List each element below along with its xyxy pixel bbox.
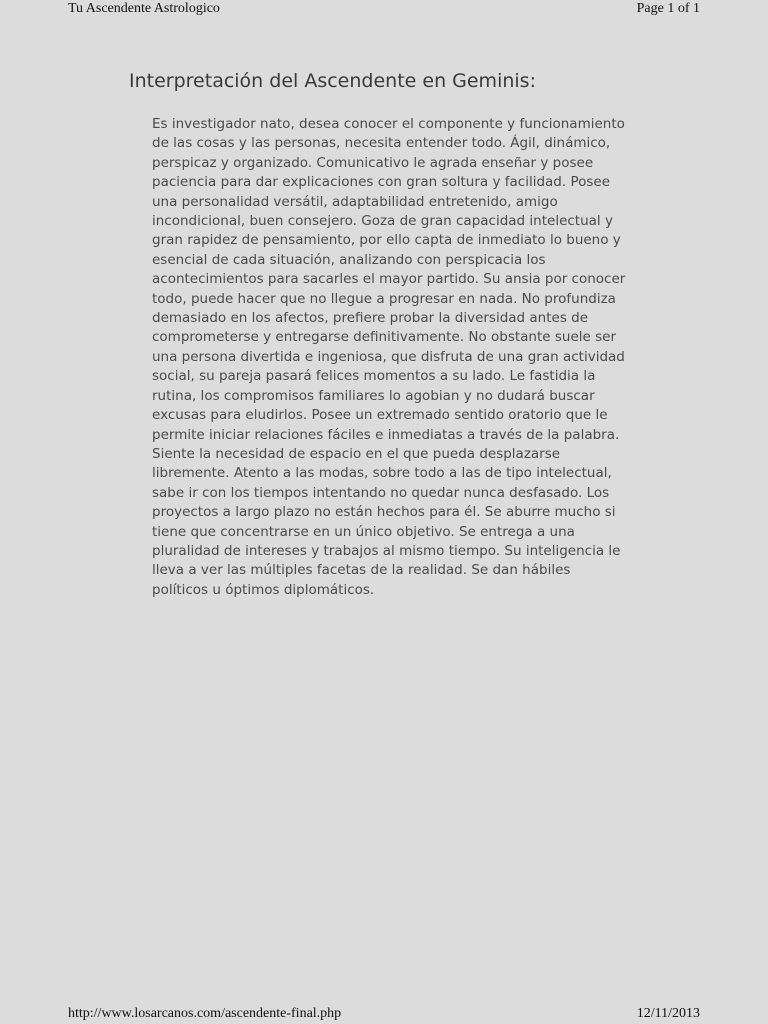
paragraph-line: libremente. Atento a las modas, sobre todo a las de tipo intelectual,: [152, 465, 612, 482]
paragraph-line: esencial de cada situación, analizando con perspicacia los: [152, 251, 546, 268]
article-title: Interpretación del Ascendente en Geminis:: [129, 70, 536, 92]
source-url: http://www.losarcanos.com/ascendente-final.php: [68, 1006, 342, 1021]
print-date: 12/11/2013: [636, 1006, 700, 1021]
page-number: Page 1 of 1: [636, 1, 700, 16]
paragraph-line: excusas para eludirlos. Posee un extremado sentido oratorio que le: [152, 407, 608, 424]
paragraph-line: Siente la necesidad de espacio en el que pueda desplazarse: [152, 445, 561, 462]
paragraph-line: todo, puede hacer que no llegue a progresar en nada. No profundiza: [152, 290, 616, 307]
paragraph-line: social, su pareja pasará felices momentos a su lado. Le fastidia la: [152, 368, 596, 385]
paragraph-line: Es investigador nato, desea conocer el componente y funcionamiento: [152, 116, 625, 132]
paragraph-line: perspicaz y organizado. Comunicativo le agrada enseñar y posee: [152, 154, 594, 171]
site-title: Tu Ascendente Astrologico: [68, 1, 220, 16]
paragraph-line: pluralidad de intereses y trabajos al mismo tiempo. Su inteligencia le: [152, 542, 621, 559]
paragraph-line: rutina, los compromisos familiares lo agobian y no dudará buscar: [152, 387, 595, 404]
paragraph-line: permite iniciar relaciones fáciles e inmediatas a través de la palabra.: [152, 426, 620, 443]
paragraph-line: tiene que concentrarse en un único objetivo. Se entrega a una: [152, 523, 575, 540]
paragraph-line: incondicional, buen consejero. Goza de gran capacidad intelectual y: [152, 213, 613, 230]
paragraph-line: acontecimientos para sacarles el mayor partido. Su ansia por conocer: [152, 271, 626, 288]
print-header: [68, 1, 700, 17]
print-footer: [68, 1006, 700, 1022]
paragraph-line: gran rapidez de pensamiento, por ello capta de inmediato lo bueno y: [152, 232, 621, 249]
paragraph-line: paciencia para dar explicaciones con gran soltura y facilidad. Posee: [152, 174, 611, 191]
paragraph-line: comprometerse y entregarse definitivamente. No obstante suele ser: [152, 329, 617, 346]
paragraph-line: de las cosas y las personas, necesita entender todo. Ágil, dinámico,: [152, 135, 611, 152]
paragraph-line: una personalidad versátil, adaptabilidad entretenido, amigo: [152, 193, 558, 210]
paragraph-line: lleva a ver las múltiples facetas de la realidad. Se dan hábiles: [152, 562, 571, 579]
paragraph-line: proyectos a largo plazo no están hechos para él. Se aburre mucho si: [152, 504, 616, 521]
paragraph-line: sabe ir con los tiempos intentando no quedar nunca desfasado. Los: [152, 484, 610, 501]
paragraph-line: políticos u óptimos diplomáticos.: [152, 581, 375, 598]
paragraph-line: demasiado en los afectos, prefiere probar la diversidad antes de: [152, 310, 589, 327]
article-body: [152, 115, 652, 600]
paragraph-line: una persona divertida e ingeniosa, que disfruta de una gran actividad: [152, 348, 625, 365]
